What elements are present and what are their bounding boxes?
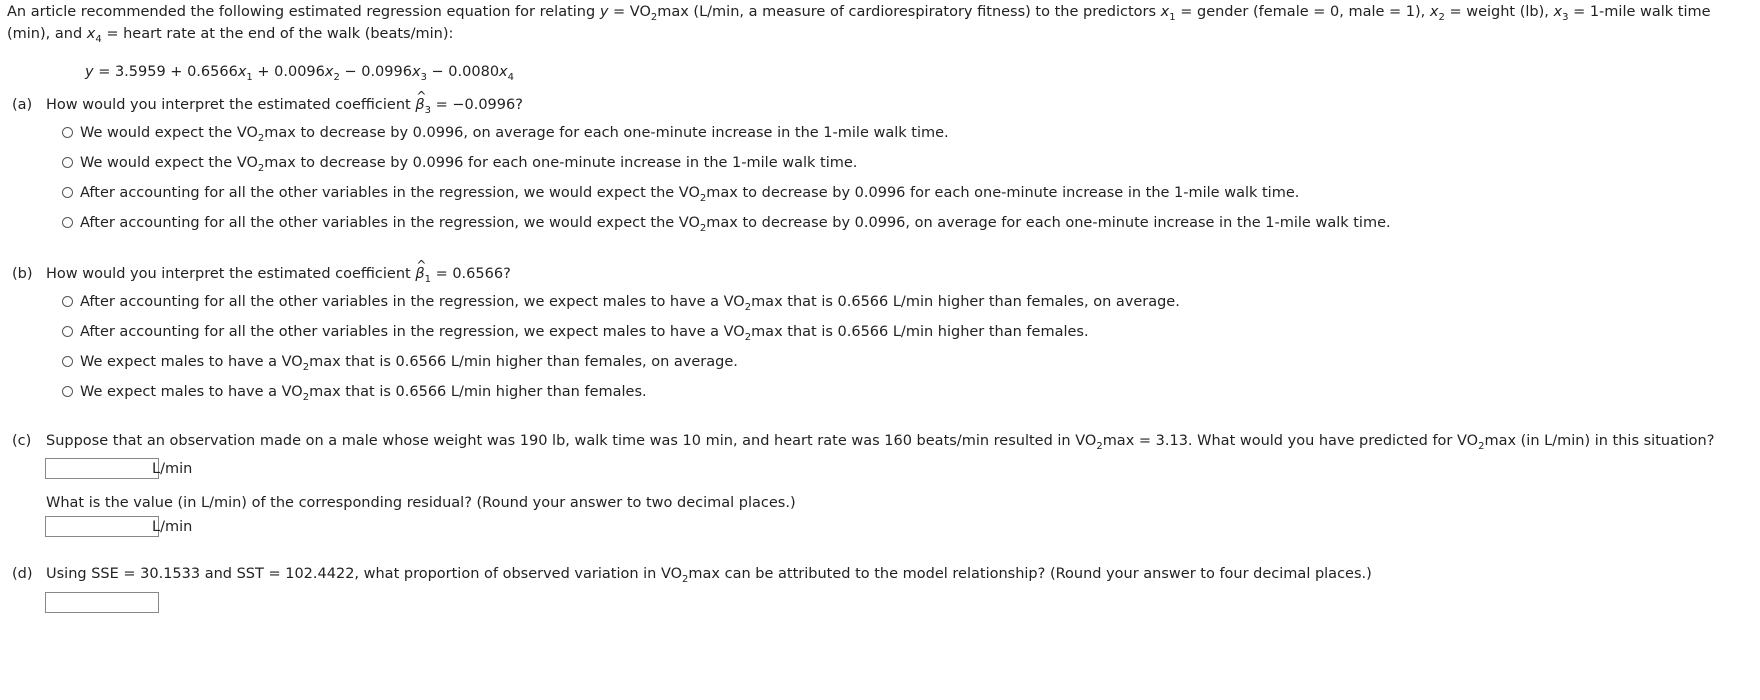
residual-input[interactable] [45, 516, 159, 537]
part-d-question: Using SSE = 30.1533 and SST = 102.4422, what proportion of observed variation in $VO_2\max$ can be attributed to the model relationship? (Round your answer to four decimal places.) [46, 566, 1372, 585]
intro-text-cont: (min), and $x_4$ = heart rate at the end of the walk (beats/min): [7, 26, 454, 45]
part-a-label: (a) [12, 97, 33, 113]
part-b-option-4[interactable]: We expect males to have a $VO_2\max$ that is 0.6566 L/min higher than females. [62, 382, 647, 402]
part-c-residual-question: What is the value (in L/min) of the corresponding residual? (Round your answer to two decimal places.) [46, 495, 796, 511]
radio-button[interactable] [62, 326, 73, 337]
unit-label: L/min [152, 519, 193, 535]
predicted-vo2max-input[interactable] [45, 458, 159, 479]
intro-text: An article recommended the following estimated regression equation for relating $y = VO_2\max$ (L/min, a measure of cardiorespiratory fitness) to the predictors $x_1$ = gender (female = 0, male = 1), $x_2$ = weight (lb), $x_3$ = 1-mile walk time [7, 4, 1711, 23]
part-b-question: How would you interpret the estimated coefficient ^ $\beta_1 = 0.6566$? [46, 264, 511, 284]
regression-equation: $y = 3.5959 + 0.6566x_1 + 0.0096x_2 - 0.0996x_3 - 0.0080x_4$ [85, 64, 515, 83]
part-b-option-2[interactable]: After accounting for all the other variables in the regression, we expect males to have a $VO_2\max$ that is 0.6566 L/min higher than females. [62, 322, 1089, 342]
part-a-option-3[interactable]: After accounting for all the other variables in the regression, we would expect the $VO_2\max$ to decrease by 0.0996 for each one-minute increase in the 1-mile walk time. [62, 183, 1299, 203]
proportion-input[interactable] [45, 592, 159, 613]
part-c-question: Suppose that an observation made on a male whose weight was 190 lb, walk time was 10 min, and heart rate was 160 beats/min resulted in $VO_2\max = 3.13$. What would you have predicted for $VO_2\max$ (in L/min) in this situation? [46, 433, 1715, 452]
radio-button[interactable] [62, 386, 73, 397]
part-a-option-4[interactable]: After accounting for all the other variables in the regression, we would expect the $VO_2\max$ to decrease by 0.0996, on average for each one-minute increase in the 1-mile walk time. [62, 213, 1391, 233]
radio-button[interactable] [62, 296, 73, 307]
part-c-label: (c) [12, 433, 32, 449]
part-a-option-1[interactable]: We would expect the $VO_2\max$ to decrease by 0.0996, on average for each one-minute increase in the 1-mile walk time. [62, 123, 949, 143]
radio-button[interactable] [62, 217, 73, 228]
part-a-question: How would you interpret the estimated coefficient ^ $\beta_3 = -0.0996$? [46, 95, 523, 115]
unit-label: L/min [152, 461, 193, 477]
part-b-option-1[interactable]: After accounting for all the other variables in the regression, we expect males to have a $VO_2\max$ that is 0.6566 L/min higher than females, on average. [62, 292, 1180, 312]
part-b-label: (b) [12, 266, 33, 282]
radio-button[interactable] [62, 157, 73, 168]
part-d-label: (d) [12, 566, 33, 582]
part-a-option-2[interactable]: We would expect the $VO_2\max$ to decrease by 0.0996 for each one-minute increase in the 1-mile walk time. [62, 153, 857, 173]
part-b-option-3[interactable]: We expect males to have a $VO_2\max$ that is 0.6566 L/min higher than females, on average. [62, 352, 738, 372]
radio-button[interactable] [62, 187, 73, 198]
radio-button[interactable] [62, 356, 73, 367]
radio-button[interactable] [62, 127, 73, 138]
